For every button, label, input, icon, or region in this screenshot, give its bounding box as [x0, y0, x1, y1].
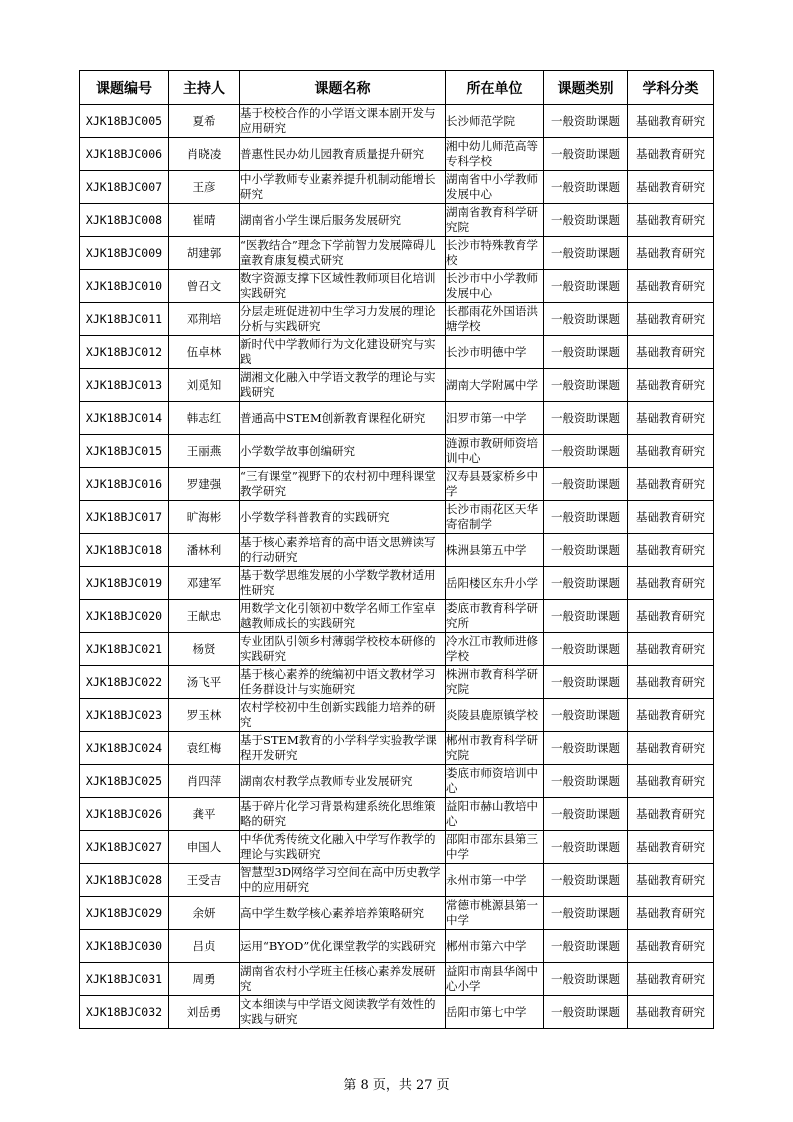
cell-category: 一般资助课题 — [544, 501, 628, 534]
table-row — [80, 336, 714, 369]
cell-subject: 基础教育研究 — [628, 567, 714, 600]
table-body — [80, 105, 714, 1029]
cell-title-text: 中华优秀传统文化融入中学写作教学的理论与实践研究 — [240, 832, 436, 861]
cell-host: 王受吉 — [169, 864, 240, 897]
table-row — [80, 864, 714, 897]
cell-subject: 基础教育研究 — [628, 369, 714, 402]
cell-code: XJK18BJC019 — [80, 567, 169, 600]
cell-category: 一般资助课题 — [544, 963, 628, 996]
header-title: 课题名称 — [240, 71, 446, 105]
cell-title — [240, 996, 446, 1029]
cell-subject: 基础教育研究 — [628, 798, 714, 831]
cell-category: 一般资助课题 — [544, 468, 628, 501]
cell-unit — [446, 270, 544, 303]
cell-subject: 基础教育研究 — [628, 270, 714, 303]
cell-title — [240, 204, 446, 237]
cell-title — [240, 369, 446, 402]
cell-title — [240, 237, 446, 270]
cell-unit — [446, 105, 544, 138]
cell-unit — [446, 435, 544, 468]
cell-code: XJK18BJC011 — [80, 303, 169, 336]
cell-unit — [446, 468, 544, 501]
cell-code: XJK18BJC021 — [80, 633, 169, 666]
cell-subject: 基础教育研究 — [628, 666, 714, 699]
cell-unit-text: 岳阳市第七中学 — [446, 1004, 527, 1019]
cell-subject: 基础教育研究 — [628, 204, 714, 237]
cell-unit — [446, 600, 544, 633]
cell-unit — [446, 798, 544, 831]
table-row — [80, 171, 714, 204]
cell-code: XJK18BJC013 — [80, 369, 169, 402]
cell-host: 申国人 — [169, 831, 240, 864]
cell-subject: 基础教育研究 — [628, 996, 714, 1029]
cell-unit — [446, 534, 544, 567]
table-row — [80, 204, 714, 237]
cell-host: 潘林利 — [169, 534, 240, 567]
table-row — [80, 567, 714, 600]
cell-host: 杨贤 — [169, 633, 240, 666]
cell-category: 一般资助课题 — [544, 666, 628, 699]
cell-unit — [446, 369, 544, 402]
cell-code: XJK18BJC014 — [80, 402, 169, 435]
cell-category: 一般资助课题 — [544, 435, 628, 468]
cell-title — [240, 171, 446, 204]
cell-code: XJK18BJC032 — [80, 996, 169, 1029]
cell-unit-text: 长沙市中小学教师发展中心 — [446, 271, 538, 300]
cell-host: 刘觅知 — [169, 369, 240, 402]
table-row — [80, 963, 714, 996]
cell-code: XJK18BJC008 — [80, 204, 169, 237]
cell-subject: 基础教育研究 — [628, 930, 714, 963]
cell-title — [240, 303, 446, 336]
table-row — [80, 402, 714, 435]
cell-unit-text: 永州市第一中学 — [446, 872, 527, 887]
cell-category: 一般资助课题 — [544, 336, 628, 369]
cell-title — [240, 765, 446, 798]
cell-title-text: 基于核心素养培育的高中语文思辨读写的行动研究 — [240, 535, 436, 564]
cell-code: XJK18BJC015 — [80, 435, 169, 468]
cell-code: XJK18BJC030 — [80, 930, 169, 963]
cell-code: XJK18BJC005 — [80, 105, 169, 138]
cell-unit-text: 湖南大学附属中学 — [446, 377, 538, 392]
cell-host: 王丽燕 — [169, 435, 240, 468]
cell-subject: 基础教育研究 — [628, 600, 714, 633]
cell-title-text: “三有课堂”视野下的农村初中理科课堂教学研究 — [240, 469, 436, 498]
cell-subject: 基础教育研究 — [628, 732, 714, 765]
cell-code: XJK18BJC031 — [80, 963, 169, 996]
cell-title — [240, 402, 446, 435]
table-row — [80, 633, 714, 666]
cell-category: 一般资助课题 — [544, 732, 628, 765]
cell-subject: 基础教育研究 — [628, 699, 714, 732]
cell-unit — [446, 963, 544, 996]
cell-unit-text: 娄底市师资培训中心 — [446, 766, 538, 795]
cell-title-text: 用数学文化引领初中数学名师工作室卓越教师成长的实践研究 — [240, 601, 436, 630]
header-host: 主持人 — [169, 71, 240, 105]
cell-subject: 基础教育研究 — [628, 963, 714, 996]
cell-code: XJK18BJC020 — [80, 600, 169, 633]
cell-host: 袁红梅 — [169, 732, 240, 765]
table-header-row — [80, 71, 714, 105]
cell-subject: 基础教育研究 — [628, 105, 714, 138]
cell-unit-text: 长沙市特殊教育学校 — [446, 238, 538, 267]
cell-host: 伍卓林 — [169, 336, 240, 369]
cell-category: 一般资助课题 — [544, 633, 628, 666]
cell-title — [240, 270, 446, 303]
cell-unit — [446, 699, 544, 732]
cell-code: XJK18BJC024 — [80, 732, 169, 765]
cell-host: 汤飞平 — [169, 666, 240, 699]
cell-host: 刘岳勇 — [169, 996, 240, 1029]
cell-unit — [446, 336, 544, 369]
cell-title — [240, 600, 446, 633]
cell-title-text: 文本细读与中学语文阅读教学有效性的实践与研究 — [240, 997, 436, 1026]
table-row — [80, 138, 714, 171]
cell-unit-text: 株洲市教育科学研究院 — [446, 667, 538, 696]
table-row — [80, 765, 714, 798]
cell-title-text: 智慧型3D网络学习空间在高中历史教学中的应用研究 — [240, 865, 441, 894]
cell-code: XJK18BJC028 — [80, 864, 169, 897]
table-row — [80, 600, 714, 633]
cell-code: XJK18BJC026 — [80, 798, 169, 831]
cell-category: 一般资助课题 — [544, 897, 628, 930]
table-row — [80, 501, 714, 534]
cell-unit — [446, 204, 544, 237]
cell-unit — [446, 237, 544, 270]
cell-unit-text: 益阳市赫山教培中心 — [446, 799, 538, 828]
cell-category: 一般资助课题 — [544, 369, 628, 402]
cell-unit — [446, 996, 544, 1029]
table-row — [80, 369, 714, 402]
cell-code: XJK18BJC007 — [80, 171, 169, 204]
cell-host: 王彦 — [169, 171, 240, 204]
cell-title-text: 中小学教师专业素养提升机制动能增长研究 — [240, 172, 436, 201]
cell-title-text: 普惠性民办幼儿园教育质量提升研究 — [240, 146, 424, 161]
cell-unit-text: 涟源市教研师资培训中心 — [446, 436, 538, 465]
cell-unit-text: 益阳市南县华阁中心小学 — [446, 964, 538, 993]
cell-title — [240, 732, 446, 765]
cell-title-text: 基于碎片化学习背景构建系统化思维策略的研究 — [240, 799, 436, 828]
cell-category: 一般资助课题 — [544, 105, 628, 138]
cell-code: XJK18BJC017 — [80, 501, 169, 534]
cell-title — [240, 963, 446, 996]
table-row — [80, 303, 714, 336]
cell-category: 一般资助课题 — [544, 237, 628, 270]
header-subject: 学科分类 — [628, 71, 714, 105]
cell-subject: 基础教育研究 — [628, 831, 714, 864]
cell-host: 余妍 — [169, 897, 240, 930]
cell-subject: 基础教育研究 — [628, 138, 714, 171]
cell-unit-text: 湘中幼儿师范高等专科学校 — [446, 139, 538, 168]
cell-title — [240, 798, 446, 831]
cell-unit-text: 湖南省教育科学研究院 — [446, 205, 538, 234]
header-code: 课题编号 — [80, 71, 169, 105]
header-unit: 所在单位 — [446, 71, 544, 105]
cell-title-text: 湖南省小学生课后服务发展研究 — [240, 212, 401, 227]
cell-title — [240, 864, 446, 897]
cell-unit-text: 长沙市雨花区天华寄宿制学 — [446, 502, 538, 531]
cell-unit — [446, 633, 544, 666]
cell-title-text: 基于核心素养的统编初中语文教材学习任务群设计与实施研究 — [240, 667, 436, 696]
cell-unit-text: 冷水江市教师进修学校 — [446, 634, 538, 663]
cell-unit — [446, 171, 544, 204]
cell-category: 一般资助课题 — [544, 534, 628, 567]
cell-unit-text: 郴州市教育科学研究院 — [446, 733, 538, 762]
cell-category: 一般资助课题 — [544, 996, 628, 1029]
cell-unit — [446, 501, 544, 534]
cell-category: 一般资助课题 — [544, 138, 628, 171]
page-number-footer: 第 8 页，共 27 页 — [343, 1078, 450, 1093]
table-row — [80, 930, 714, 963]
cell-unit-text: 郴州市第六中学 — [446, 938, 527, 953]
cell-subject: 基础教育研究 — [628, 468, 714, 501]
cell-category: 一般资助课题 — [544, 765, 628, 798]
table-row — [80, 831, 714, 864]
cell-subject: 基础教育研究 — [628, 765, 714, 798]
cell-unit — [446, 930, 544, 963]
cell-title-text: “医教结合”理念下学前智力发展障碍儿童教育康复模式研究 — [240, 238, 436, 267]
cell-category: 一般资助课题 — [544, 864, 628, 897]
cell-title — [240, 666, 446, 699]
cell-title-text: 湖南省农村小学班主任核心素养发展研究 — [240, 964, 436, 993]
cell-title — [240, 534, 446, 567]
cell-subject: 基础教育研究 — [628, 864, 714, 897]
cell-host: 罗建强 — [169, 468, 240, 501]
cell-unit-text: 长郡雨花外国语洪塘学校 — [446, 304, 538, 333]
cell-category: 一般资助课题 — [544, 600, 628, 633]
table-row — [80, 798, 714, 831]
cell-title — [240, 501, 446, 534]
cell-title — [240, 138, 446, 171]
cell-host: 王献忠 — [169, 600, 240, 633]
cell-title — [240, 831, 446, 864]
cell-unit-text: 长沙师范学院 — [446, 113, 515, 128]
cell-title-text: 数字资源支撑下区域性教师项目化培训实践研究 — [240, 271, 436, 300]
cell-title — [240, 699, 446, 732]
cell-title — [240, 567, 446, 600]
cell-unit — [446, 402, 544, 435]
cell-title-text: 湖湘文化融入中学语文教学的理论与实践研究 — [240, 370, 436, 399]
cell-code: XJK18BJC025 — [80, 765, 169, 798]
cell-unit — [446, 864, 544, 897]
cell-title-text: 运用“BYOD”优化课堂教学的实践研究 — [240, 938, 436, 953]
cell-title — [240, 897, 446, 930]
cell-unit — [446, 303, 544, 336]
cell-subject: 基础教育研究 — [628, 402, 714, 435]
cell-subject: 基础教育研究 — [628, 237, 714, 270]
table-row — [80, 699, 714, 732]
cell-title-text: 新时代中学教师行为文化建设研究与实践 — [240, 337, 436, 366]
cell-title-text: 湖南农村教学点教师专业发展研究 — [240, 773, 413, 788]
cell-category: 一般资助课题 — [544, 831, 628, 864]
cell-unit — [446, 765, 544, 798]
cell-subject: 基础教育研究 — [628, 336, 714, 369]
cell-host: 夏希 — [169, 105, 240, 138]
cell-unit — [446, 666, 544, 699]
cell-host: 龚平 — [169, 798, 240, 831]
cell-code: XJK18BJC016 — [80, 468, 169, 501]
table-row — [80, 435, 714, 468]
cell-code: XJK18BJC029 — [80, 897, 169, 930]
cell-title-text: 基于STEM教育的小学科学实验教学课程开发研究 — [240, 733, 437, 762]
cell-title-text: 普通高中STEM创新教育课程化研究 — [240, 410, 426, 425]
cell-title-text: 小学数学科普教育的实践研究 — [240, 509, 390, 524]
cell-code: XJK18BJC006 — [80, 138, 169, 171]
cell-category: 一般资助课题 — [544, 930, 628, 963]
cell-category: 一般资助课题 — [544, 171, 628, 204]
cell-unit-text: 炎陵县鹿原镇学校 — [446, 707, 538, 722]
table-row — [80, 996, 714, 1029]
cell-title — [240, 930, 446, 963]
cell-code: XJK18BJC027 — [80, 831, 169, 864]
cell-code: XJK18BJC012 — [80, 336, 169, 369]
cell-title-text: 高中学生数学核心素养培养策略研究 — [240, 905, 424, 920]
cell-code: XJK18BJC022 — [80, 666, 169, 699]
cell-unit — [446, 897, 544, 930]
cell-host: 肖四萍 — [169, 765, 240, 798]
cell-subject: 基础教育研究 — [628, 633, 714, 666]
cell-code: XJK18BJC023 — [80, 699, 169, 732]
cell-unit-text: 娄底市教育科学研究所 — [446, 601, 538, 630]
project-table — [79, 70, 714, 1029]
cell-title — [240, 105, 446, 138]
cell-host: 旷海彬 — [169, 501, 240, 534]
cell-unit-text: 湖南省中小学教师发展中心 — [446, 172, 538, 201]
table-row — [80, 105, 714, 138]
cell-category: 一般资助课题 — [544, 204, 628, 237]
cell-category: 一般资助课题 — [544, 270, 628, 303]
cell-host: 吕贞 — [169, 930, 240, 963]
cell-title — [240, 435, 446, 468]
cell-category: 一般资助课题 — [544, 303, 628, 336]
cell-host: 韩志红 — [169, 402, 240, 435]
cell-subject: 基础教育研究 — [628, 897, 714, 930]
cell-title-text: 基于数学思维发展的小学数学教材适用性研究 — [240, 568, 436, 597]
cell-host: 胡建郭 — [169, 237, 240, 270]
cell-unit-text: 汨罗市第一中学 — [446, 410, 527, 425]
cell-code: XJK18BJC018 — [80, 534, 169, 567]
cell-unit-text: 邵阳市邵东县第三中学 — [446, 832, 538, 861]
cell-code: XJK18BJC010 — [80, 270, 169, 303]
cell-category: 一般资助课题 — [544, 567, 628, 600]
cell-title — [240, 468, 446, 501]
table-row — [80, 468, 714, 501]
cell-host: 罗玉林 — [169, 699, 240, 732]
table-row — [80, 534, 714, 567]
cell-category: 一般资助课题 — [544, 699, 628, 732]
cell-unit-text: 长沙市明德中学 — [446, 344, 527, 359]
cell-title-text: 基于校校合作的小学语文课本剧开发与应用研究 — [240, 106, 436, 135]
cell-title-text: 农村学校初中生创新实践能力培养的研究 — [240, 700, 436, 729]
cell-unit-text: 常德市桃源县第一中学 — [446, 898, 538, 927]
cell-title — [240, 633, 446, 666]
cell-subject: 基础教育研究 — [628, 435, 714, 468]
cell-title-text: 小学数学故事创编研究 — [240, 443, 355, 458]
cell-category: 一般资助课题 — [544, 402, 628, 435]
cell-unit-text: 汉寿县聂家桥乡中学 — [446, 469, 538, 498]
cell-unit-text: 岳阳楼区东升小学 — [446, 575, 538, 590]
header-category: 课题类别 — [544, 71, 628, 105]
cell-subject: 基础教育研究 — [628, 534, 714, 567]
cell-subject: 基础教育研究 — [628, 171, 714, 204]
cell-host: 崔晴 — [169, 204, 240, 237]
cell-category: 一般资助课题 — [544, 798, 628, 831]
cell-unit-text: 株洲县第五中学 — [446, 542, 527, 557]
cell-unit — [446, 138, 544, 171]
cell-title-text: 分层走班促进初中生学习力发展的理论分析与实践研究 — [240, 304, 436, 333]
cell-title-text: 专业团队引领乡村薄弱学校校本研修的实践研究 — [240, 634, 436, 663]
table-row — [80, 732, 714, 765]
table-row — [80, 897, 714, 930]
cell-host: 邓荆培 — [169, 303, 240, 336]
cell-host: 曾召文 — [169, 270, 240, 303]
cell-unit — [446, 567, 544, 600]
table-row — [80, 666, 714, 699]
cell-host: 邓建军 — [169, 567, 240, 600]
table-row — [80, 270, 714, 303]
cell-unit — [446, 831, 544, 864]
cell-subject: 基础教育研究 — [628, 303, 714, 336]
cell-host: 周勇 — [169, 963, 240, 996]
table-row — [80, 237, 714, 270]
cell-code: XJK18BJC009 — [80, 237, 169, 270]
cell-title — [240, 336, 446, 369]
cell-host: 肖晓凌 — [169, 138, 240, 171]
cell-unit — [446, 732, 544, 765]
cell-subject: 基础教育研究 — [628, 501, 714, 534]
